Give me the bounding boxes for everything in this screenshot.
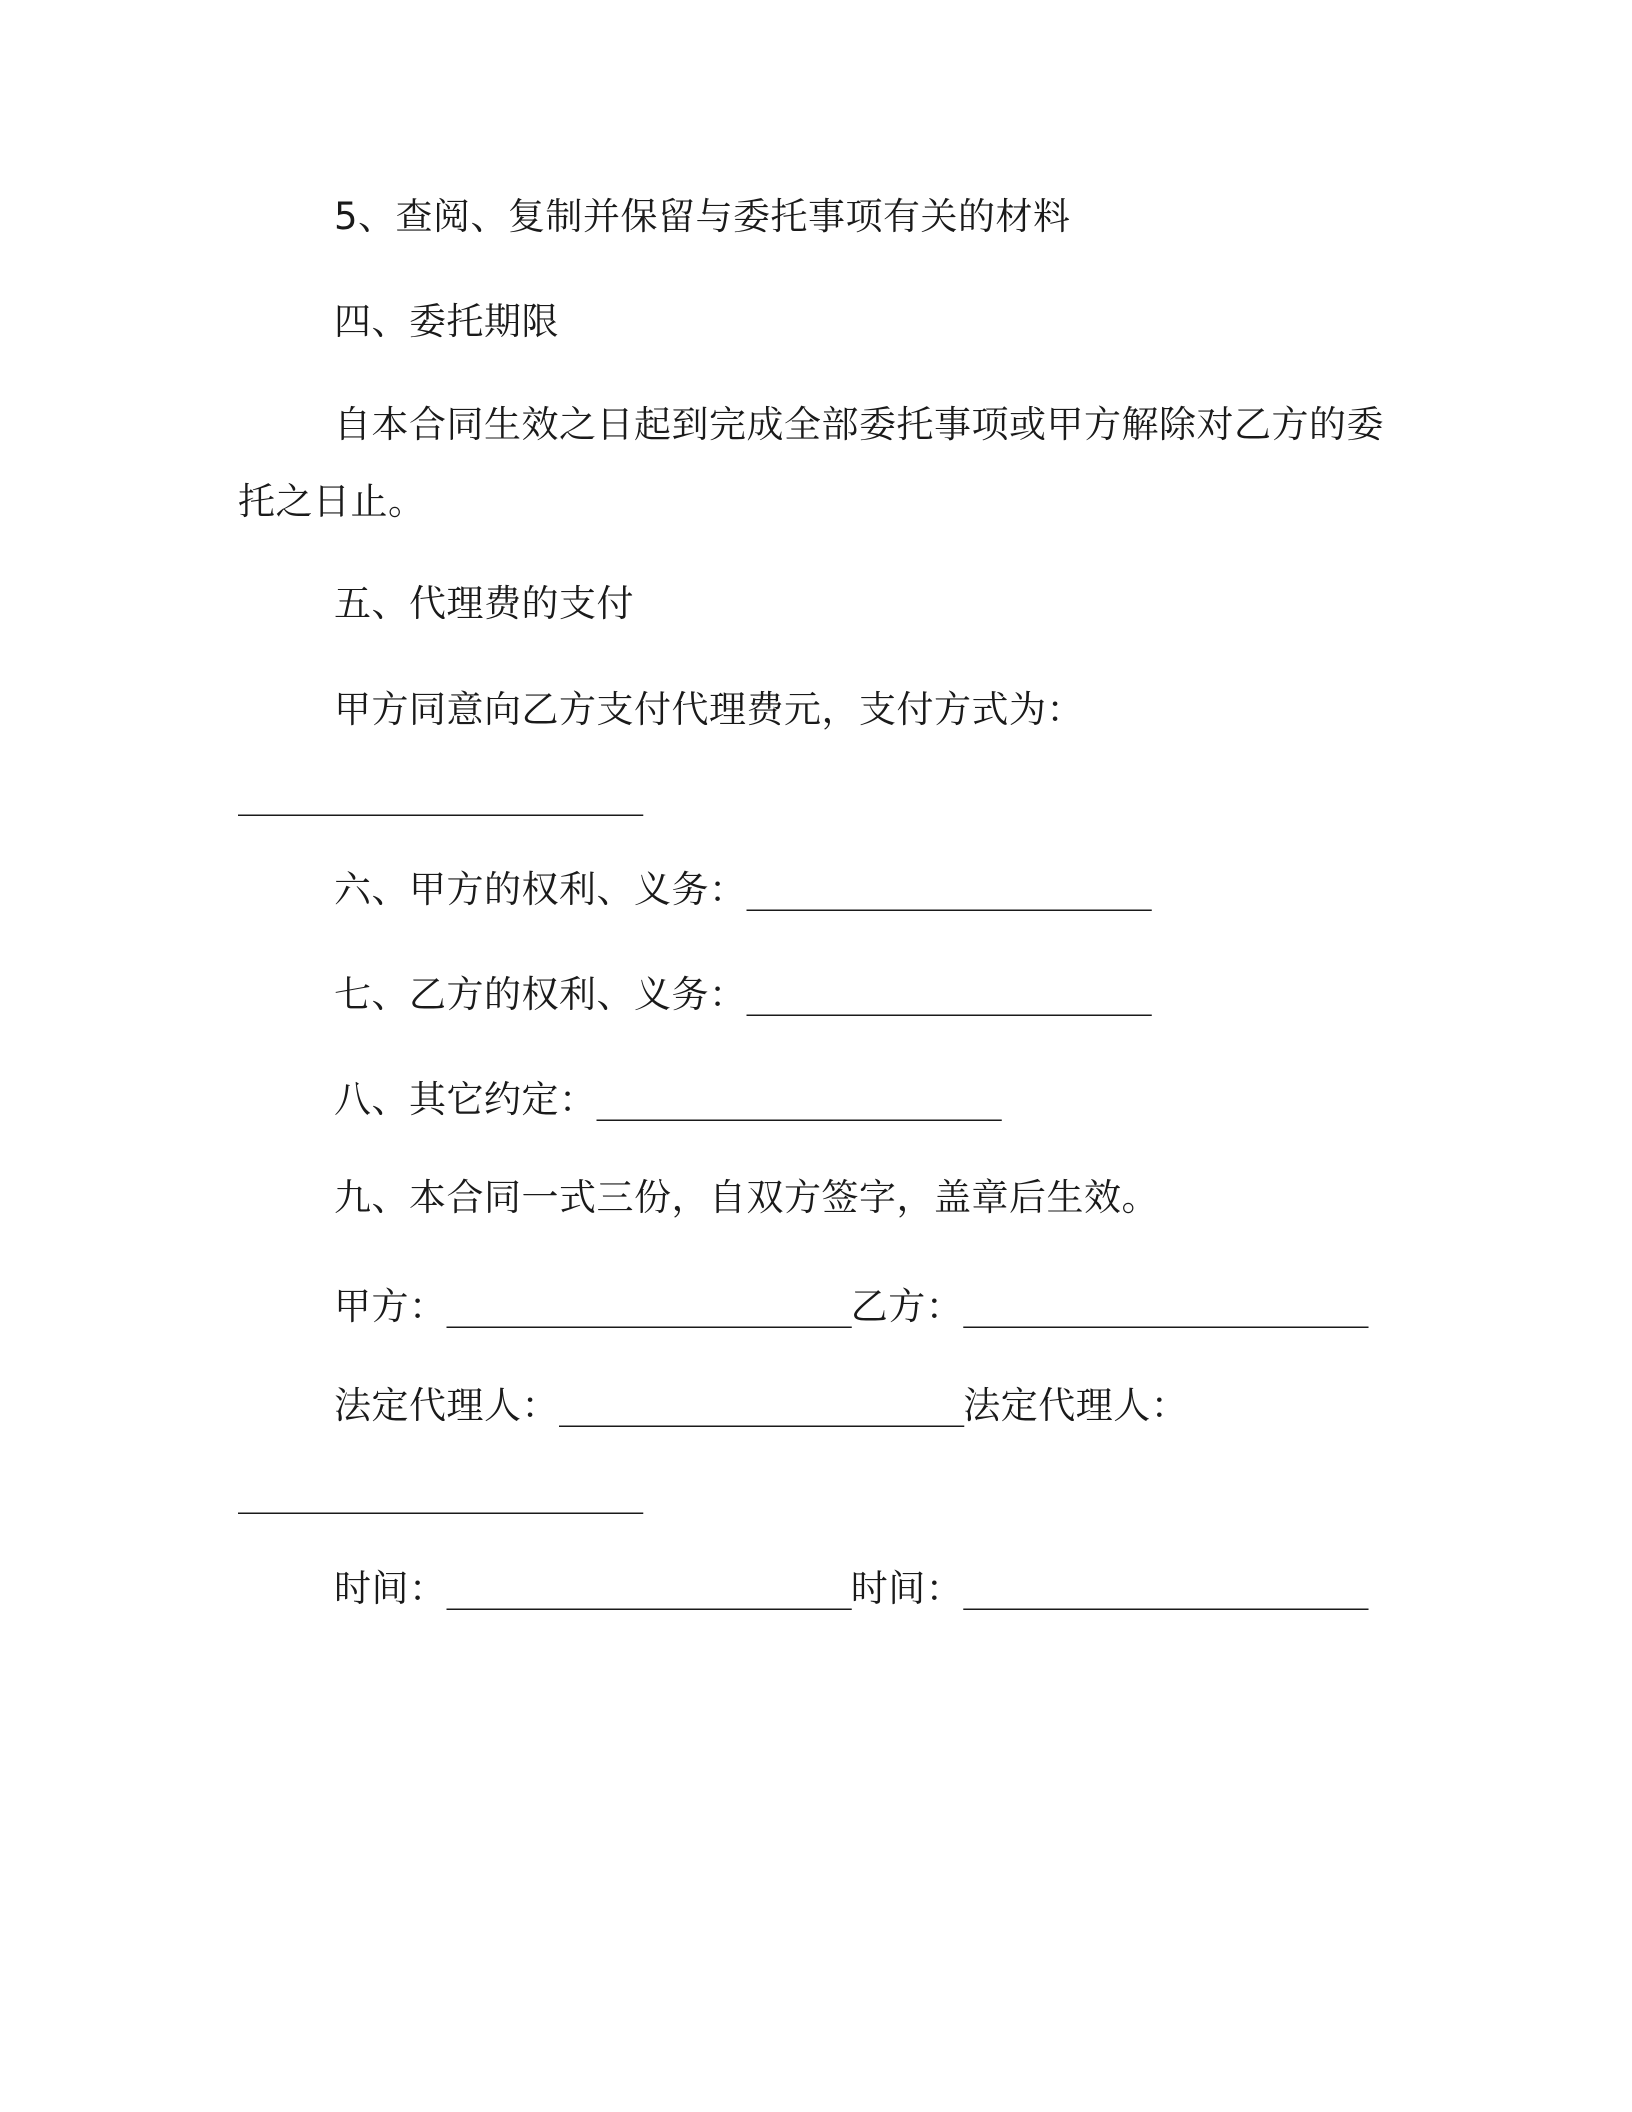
- section-8: [334, 1076, 1001, 1124]
- party-a-label: 甲方：: [334, 1285, 447, 1328]
- time-a-label: 时间：: [334, 1567, 447, 1610]
- signature-parties: [334, 1283, 1368, 1331]
- section-5-heading: [334, 580, 634, 628]
- section-5-heading-text: 五、代理费的支付: [334, 582, 634, 625]
- section-8-text: 八、其它约定：: [334, 1078, 597, 1121]
- item-5: [334, 193, 1071, 241]
- section-4-body-text-2: 托之日止。: [238, 480, 426, 523]
- agent-b-blank: ___________________: [238, 1471, 643, 1514]
- section-4-body-text-1: 自本合同生效之日起到完成全部委托事项或甲方解除对乙方的委: [334, 403, 1384, 446]
- time-b-label: 时间：: [850, 1567, 964, 1610]
- section-4-heading-text: 四、委托期限: [334, 300, 559, 343]
- time-a-blank: ___________________: [446, 1567, 851, 1610]
- time-b-blank: ___________________: [963, 1567, 1368, 1610]
- party-b-blank: ___________________: [963, 1285, 1368, 1328]
- section-6-text: 六、甲方的权利、义务：: [334, 868, 747, 911]
- section-7-blank: ___________________: [746, 973, 1151, 1016]
- section-4-body-line2: [238, 478, 426, 526]
- party-b-label: 乙方：: [850, 1285, 964, 1328]
- section-8-blank: ___________________: [596, 1078, 1001, 1121]
- item-5-text: 5、查阅、复制并保留与委托事项有关的材料: [334, 195, 1071, 238]
- section-4-heading: [334, 298, 559, 346]
- section-5-blank-line: [238, 771, 642, 819]
- section-5-body: [334, 686, 1084, 734]
- signature-agents: [334, 1382, 1188, 1430]
- section-7-text: 七、乙方的权利、义务：: [334, 973, 747, 1016]
- section-7: [334, 971, 1151, 1019]
- agent-a-label: 法定代理人：: [334, 1384, 559, 1427]
- section-9: [334, 1174, 1159, 1222]
- agent-a-blank: ___________________: [559, 1384, 964, 1427]
- signature-agent-b-blank-line: [238, 1469, 642, 1517]
- signature-times: [334, 1565, 1368, 1613]
- agent-b-label: 法定代理人：: [963, 1384, 1189, 1427]
- section-6: [334, 866, 1151, 914]
- section-9-text: 九、本合同一式三份，自双方签字，盖章后生效。: [334, 1176, 1159, 1219]
- section-4-body-line1: [334, 401, 1384, 449]
- section-5-blank: ___________________: [238, 773, 643, 816]
- party-a-blank: ___________________: [446, 1285, 851, 1328]
- section-6-blank: ___________________: [746, 868, 1151, 911]
- section-5-body-text: 甲方同意向乙方支付代理费元，支付方式为：: [334, 688, 1084, 731]
